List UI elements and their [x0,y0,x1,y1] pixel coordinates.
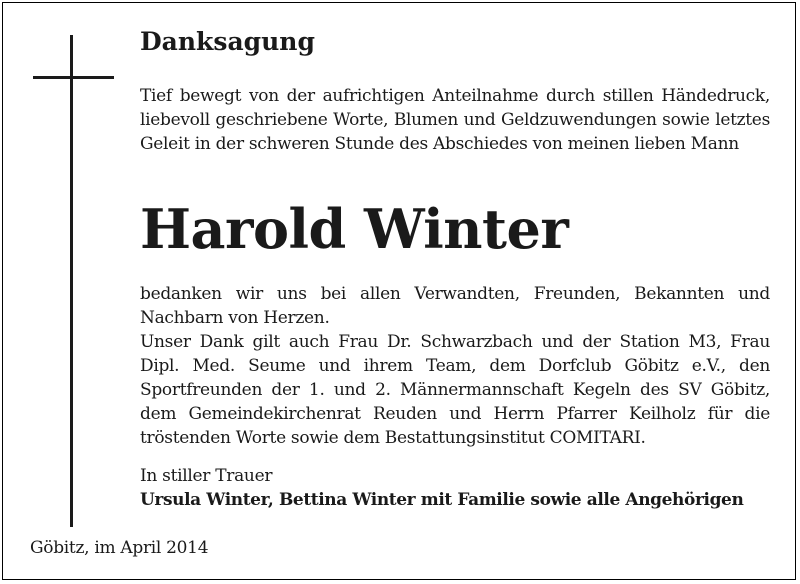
intro-text: Tief bewegt von der aufrichtigen Anteilnahme durch stillen Händedruck, liebevoll geschriebene Worte, Blumen und Geldzuwendungen sowie letztes Geleit in der schweren Stunde des Abschiedes von meinen lieben Mann [140,86,770,154]
cross-horizontal-bar [33,76,114,79]
mourning-label: In stiller Trauer [140,466,273,486]
mourners-list: Ursula Winter, Bettina Winter mit Familie sowie alle Angehörigen [140,490,744,510]
thanks-paragraph-1: bedanken wir uns bei allen Verwandten, Freunden, Bekannten und Nachbarn von Herzen. [140,284,770,328]
thanks-text [140,282,770,450]
notice-heading: Danksagung [140,27,315,56]
place-date: Göbitz, im April 2014 [30,538,209,558]
deceased-name: Harold Winter [140,197,569,261]
thanks-paragraph-2: Unser Dank gilt auch Frau Dr. Schwarzbach und der Station M3, Frau Dipl. Med. Seume und ihrem Team, dem Dorfclub Göbitz e.V., den Sportfreunden der 1. und 2. Männermannschaft Kegeln des SV Göbitz, dem Gemeindekirchenrat Reuden und Herrn Pfarrer Keilholz für die tröstenden Worte sowie dem Bestattungsinstitut COMITARI. [140,332,770,448]
cross-vertical-bar [70,35,73,527]
